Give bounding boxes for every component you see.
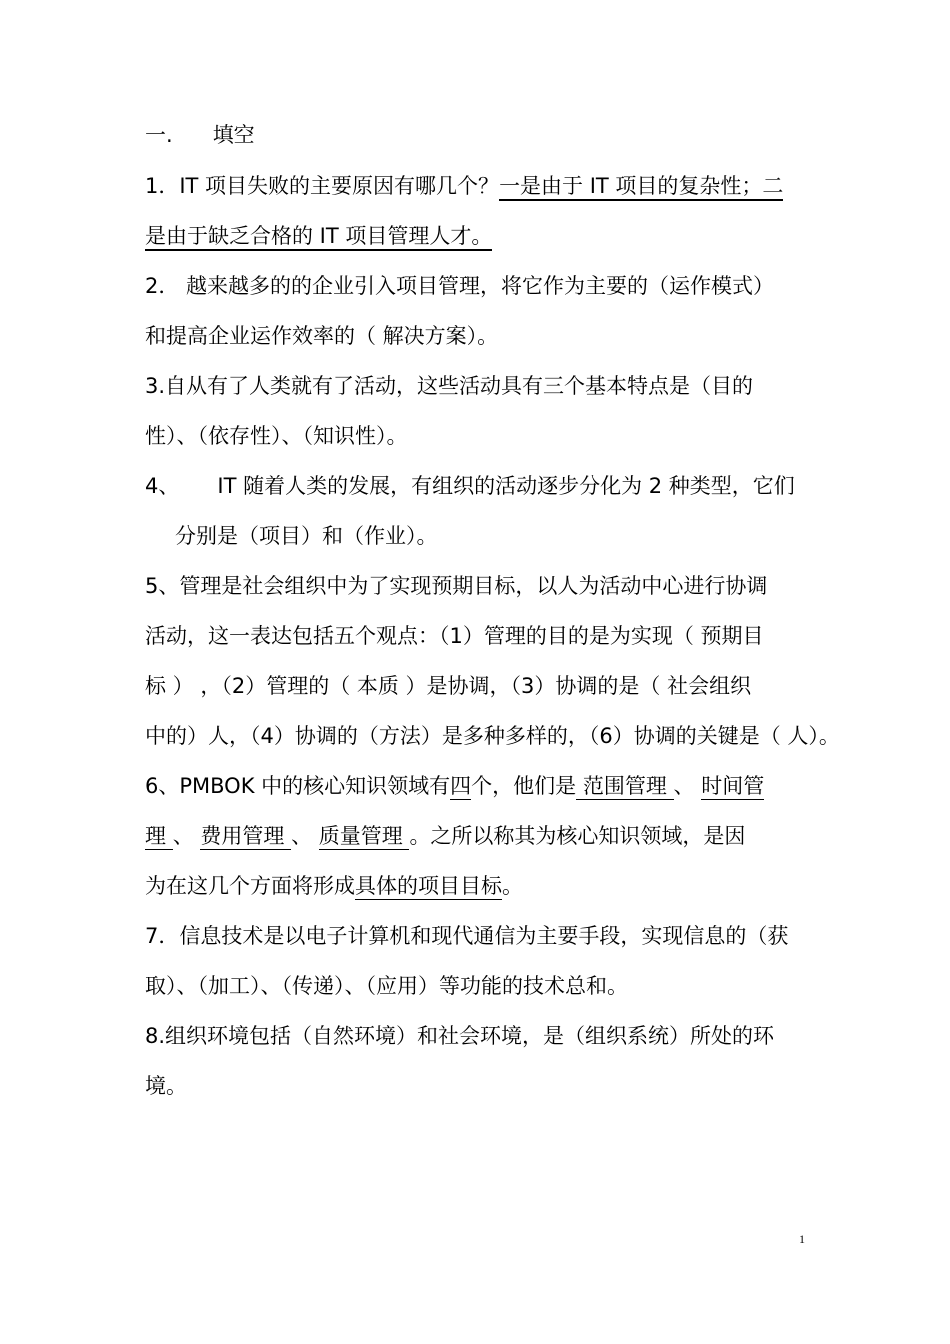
question-6-line-1 bbox=[145, 772, 764, 800]
question-2-line-2: 和提高企业运作效率的（ 解决方案）。 bbox=[145, 324, 499, 348]
separator: 、 bbox=[673, 774, 702, 798]
question-6-count: 四 bbox=[450, 774, 472, 798]
question-5-line-4: 中的）人，（4）协调的（方法）是多种多样的，（6）协调的关键是（ 人）。 bbox=[145, 724, 840, 748]
separator: 、 bbox=[291, 824, 319, 848]
question-1-answer-part-2: 是由于缺乏合格的 IT 项目管理人才。 bbox=[145, 224, 492, 251]
separator: 、 bbox=[172, 824, 201, 848]
question-1-prompt: 1．IT 项目失败的主要原因有哪几个？ bbox=[145, 174, 500, 198]
question-1-answer-part-1: 一是由于 IT 项目的复杂性；二 bbox=[499, 174, 783, 201]
question-6-answer-time-cont: 理 bbox=[145, 824, 173, 848]
question-6-line-2 bbox=[145, 822, 745, 850]
question-6-prompt-4: 为在这几个方面将形成 bbox=[145, 874, 355, 898]
heading-title: 填空 bbox=[212, 123, 255, 147]
question-6-answer-quality: 质量管理 bbox=[318, 824, 410, 848]
question-4-number: 4、 bbox=[145, 474, 180, 498]
question-6-prompt-2: 个，他们是 bbox=[471, 774, 577, 798]
question-7-line-2: 取）、（加工）、（传递）、（应用）等功能的技术总和。 bbox=[145, 974, 628, 998]
question-6-answer-cost: 费用管理 bbox=[200, 824, 292, 848]
page-number: 1 bbox=[799, 1232, 805, 1246]
question-5-line-2: 活动，这一表达包括五个观点：（1）管理的目的是为实现（ 预期目 bbox=[145, 624, 764, 648]
question-7-line-1: 7．信息技术是以电子计算机和现代通信为主要手段，实现信息的（获 bbox=[145, 924, 789, 948]
question-1-line-1 bbox=[145, 172, 783, 200]
heading-number: 一. bbox=[145, 123, 173, 147]
question-6-line-3 bbox=[145, 872, 523, 900]
question-6-prompt-3: 。之所以称其为核心知识领域，是因 bbox=[409, 824, 746, 848]
section-heading bbox=[145, 121, 255, 149]
question-5-line-1: 5、管理是社会组织中为了实现预期目标，以人为活动中心进行协调 bbox=[145, 574, 768, 598]
question-3-line-1: 3.自从有了人类就有了活动，这些活动具有三个基本特点是（目的 bbox=[145, 374, 754, 398]
question-5-line-3: 标 ） ，（2）管理的（ 本质 ）是协调，（3）协调的是（ 社会组织 bbox=[145, 674, 752, 698]
question-6-answer-time: 时间管 bbox=[701, 774, 765, 798]
question-6-prompt: 6、PMBOK 中的核心知识领域有 bbox=[145, 774, 451, 798]
question-4-line-1 bbox=[145, 472, 795, 500]
question-3-line-2: 性）、（依存性）、（知识性）。 bbox=[145, 424, 408, 448]
question-1-line-2 bbox=[145, 222, 492, 250]
question-6-answer-goal: 具体的项目目标 bbox=[355, 874, 502, 898]
question-8-line-2: 境。 bbox=[145, 1074, 187, 1098]
question-2-line-1: 2． 越来越多的的企业引入项目管理，将它作为主要的（运作模式） bbox=[145, 274, 775, 298]
question-4-line-2: 分别是（项目）和（作业）。 bbox=[175, 524, 438, 548]
question-8-line-1: 8.组织环境包括（自然环境）和社会环境，是（组织系统）所处的环 bbox=[145, 1024, 775, 1048]
question-6-end: 。 bbox=[502, 874, 523, 898]
question-6-answer-scope: 范围管理 bbox=[576, 774, 674, 798]
question-4-text: IT 随着人类的发展，有组织的活动逐步分化为 2 种类型，它们 bbox=[217, 474, 795, 498]
